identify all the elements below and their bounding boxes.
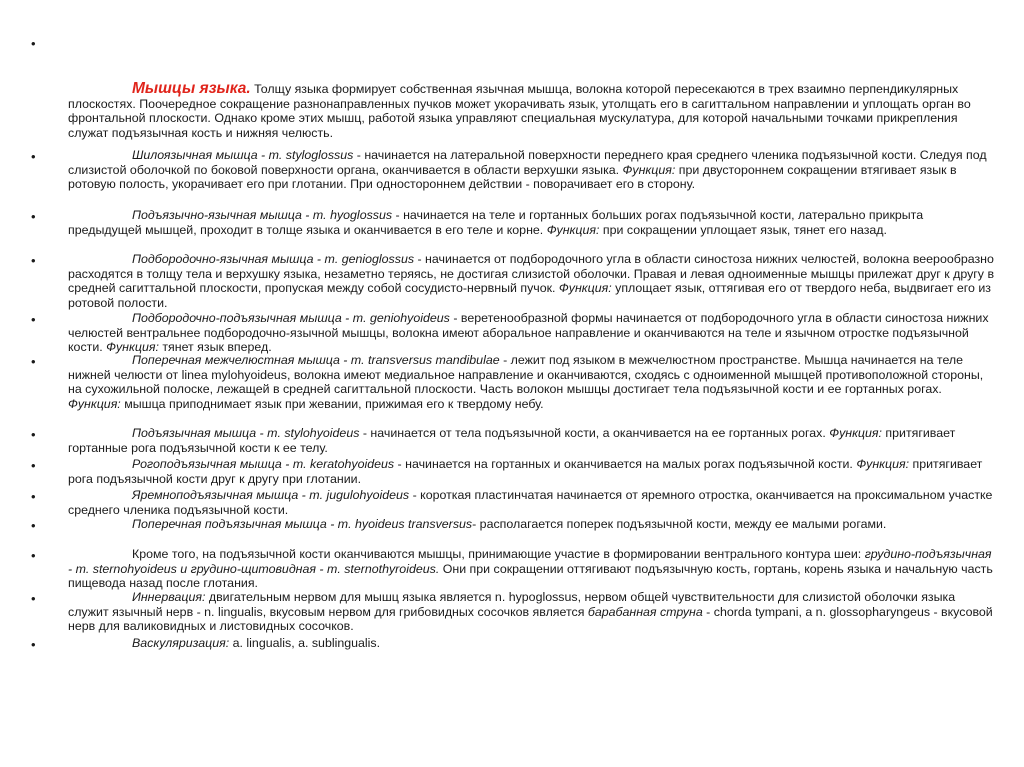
paragraph-hyoideus-transversus — [68, 517, 995, 532]
function-label: Функция: — [622, 162, 676, 177]
paragraph-text: - chorda tympani, а n. glossopharyngeus - вкусовой нерв для валиковидных и листовидных сосочков. — [68, 604, 993, 634]
paragraph-hyoglossus — [68, 208, 995, 237]
function-label: Функция: — [68, 396, 121, 411]
paragraph-innervation — [68, 590, 995, 634]
muscle-name: грудино-подъязычная - m. sternohyoideus и грудино-щитовидная - m. sternothyroideus. — [68, 547, 992, 576]
bullet: • — [31, 591, 36, 606]
paragraph-text: - начинается на теле и гортанных больших рогах подъязычной кости, латерально прикрыта предыдущей мышцей, проходит в толще языка и оканчивается в его теле и корне. — [68, 208, 924, 237]
paragraph-geniohyoideus — [68, 311, 995, 355]
paragraph-text: Они при сокращении оттягивают подъязычную кость, гортань, корень языка и начальную часть пищевода назад после глотания. — [68, 561, 993, 591]
bullet: • — [31, 489, 36, 504]
paragraph-text: - веретенообразной формы начинается от подбородочного угла в области синостоза нижних челюстей вентральнее подбородочно-язычной мышцы, волокна имеют аборальное направление и оканчиваются на теле и язычном отростке подъязычной кости. — [68, 311, 989, 355]
bullet: • — [31, 149, 36, 164]
bullet: • — [31, 36, 36, 51]
paragraph-text: - располагается поперек подъязычной кости, между ее малыми рогами. — [472, 517, 887, 531]
paragraph-text: Толщу языка формирует собственная язычная мышца, волокна которой пересекаются в трех взаимно перпендикулярных плоскостях. Поочередное сокращение разнонаправленных пучков может укорачивать язык, утолщать его в сагиттальном направлении и уплощать орган во фронтальной плоскости. Однако кроме этих мышц, работой языка управляют специальная мускулатура, для которой начальными точками прикрепления служат подъязычная кость и нижняя челюсть. — [68, 82, 971, 140]
paragraph-keratohyoideus — [68, 457, 995, 486]
function-label: Функция: — [106, 340, 159, 355]
paragraph-jugulohyoideus — [68, 488, 995, 517]
paragraph-text: a. lingualis, a. sublingualis. — [229, 636, 381, 650]
vascularization-label: Васкуляризация: — [132, 636, 230, 650]
paragraph-text: притягивает рога подъязычной кости друг к другу при глотании. — [68, 457, 983, 486]
bullet: • — [31, 458, 36, 473]
paragraph-genioglossus — [68, 252, 995, 310]
paragraph-text: притягивает гортанные рога подъязычной кости к ее телу. — [68, 426, 956, 455]
bullet: • — [31, 427, 36, 442]
paragraph-text: - начинается от подбородочного угла в области синостоза нижних челюстей, волокна веерообразно расходятся в толщу тела и верхушку языка, незаметно теряясь, не достигая слизистой оболочки. Правая и левая одноименные мышцы прилежат друг к другу в средней сагиттальной плоскости, пропуская между собой сосудисто-нервный пучок. — [68, 252, 995, 296]
paragraph-text: Кроме того, на подъязычной кости оканчиваются мышцы, принимающие участие в формировании вентрального контура шеи: — [132, 547, 865, 561]
paragraph-neck-muscles — [68, 547, 995, 591]
chorda-tympani-term: барабанная струна — [587, 604, 703, 619]
paragraph-text: при двустороннем сокращении втягивает язык в ротовую полость, укорачивает его при глотании. При одностороннем действии - поворачивает его в сторону. — [68, 162, 957, 192]
muscle-name: Подъязычно-язычная мышца - m. hyoglossus — [132, 208, 393, 222]
muscle-name: Шилоязычная мышца - m. styloglossus — [132, 148, 354, 162]
paragraph-styloglossus — [68, 148, 995, 192]
paragraph-transversus-mandibulae — [68, 353, 995, 411]
bullet: • — [31, 354, 36, 369]
slide-heading: Мышцы языка. — [132, 80, 251, 97]
bullet: • — [31, 548, 36, 563]
paragraph-text: двигательным нервом для мышц языка является n. hypoglossus, нервом общей чувствительности для слизистой оболочки языка служит язычный нерв - n. lingualis, вкусовым нервом для грибовидных сосочков является — [68, 590, 956, 619]
muscle-name: Подбородочно-язычная мышца - m. genioglossus — [132, 252, 415, 266]
function-label: Функция: — [829, 426, 882, 440]
innervation-label: Иннервация: — [132, 590, 206, 604]
bullet: • — [31, 253, 36, 268]
bullet: • — [31, 209, 36, 224]
paragraph-text: - лежит под языком в межчелюстном пространстве. Мышца начинается на теле нижней челюсти от linea mylohyoideus, волокна имеют медиальное направление и оканчиваются, сходясь с одноименной мышцей противоположной стороны, на сухожильной полоске, лежащей в средней сагиттальной плоскости. Часть волокон мышцы достигает тела подъязычной кости и ее гортанных рогах. — [68, 353, 984, 397]
muscle-name: Поперечная межчелюстная мышца - m. transversus mandibulae — [132, 353, 500, 367]
bullet: • — [31, 637, 36, 652]
muscle-name: Яремноподъязычная мышца - m. jugulohyoideus — [132, 488, 410, 502]
bullet: • — [31, 518, 36, 533]
paragraph-text: - начинается на латеральной поверхности переднего края среднего членика подъязычной кости. Следуя под слизистой оболочкой по боковой поверхности органа, оканчивается в области верхушки языка. — [68, 148, 987, 177]
paragraph-text: при сокращении уплощает язык, тянет его назад. — [599, 222, 887, 237]
paragraph-intro — [68, 82, 995, 140]
muscle-name: Подъязычная мышца - m. stylohyoideus — [132, 426, 360, 440]
paragraph-text: мышца приподнимает язык при жевании, прижимая его к твердому небу. — [120, 396, 544, 411]
function-label: Функция: — [558, 281, 612, 296]
paragraph-text: - короткая пластинчатая начинается от яремного отростка, оканчивается на проксимальном участке среднего членика подъязычной кости. — [68, 488, 993, 517]
paragraph-vascularization — [68, 636, 995, 651]
muscle-name: Поперечная подъязычная мышца - m. hyoideus transversus — [132, 517, 473, 531]
paragraph-text: - начинается от тела подъязычной кости, а оканчивается на ее гортанных рогах. — [359, 426, 830, 440]
paragraph-stylohyoideus — [68, 426, 995, 455]
function-label: Функция: — [856, 457, 910, 471]
bullet: • — [31, 312, 36, 327]
paragraph-text: - начинается на гортанных и оканчивается на малых рогах подъязычной кости. — [394, 457, 857, 471]
paragraph-text: тянет язык вперед. — [158, 340, 272, 355]
muscle-name: Рогоподъязычная мышца - m. keratohyoideus — [132, 457, 395, 471]
muscle-name: Подбородочно-подъязычная мышца - m. geniohyoideus — [132, 311, 450, 325]
paragraph-text: уплощает язык, оттягивая его от твердого неба, выдвигает его из ротовой полости. — [68, 281, 991, 310]
function-label: Функция: — [546, 222, 600, 237]
